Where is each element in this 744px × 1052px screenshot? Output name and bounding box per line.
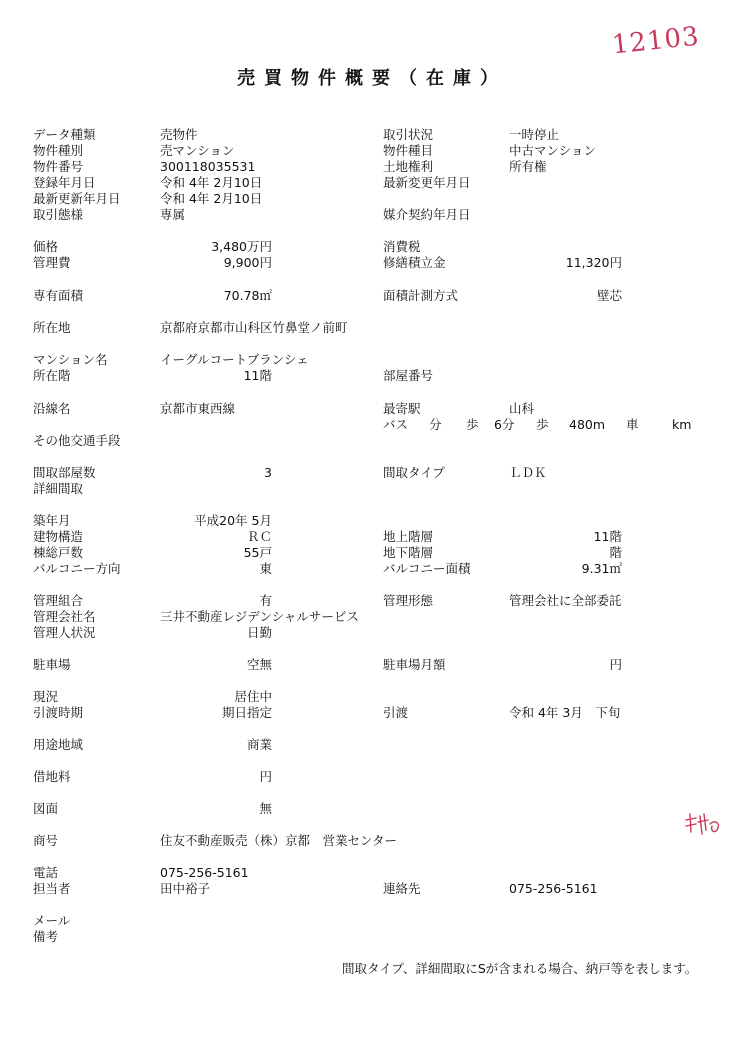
label-handover: 引渡 [383, 705, 409, 720]
value-phone: 075-256-5161 [160, 865, 249, 880]
label-email: メール [33, 913, 71, 928]
value-property-item: 中古マンション [509, 143, 596, 158]
value-transaction-mode: 専属 [160, 207, 186, 222]
value-management-union: 有 [259, 593, 272, 608]
label-transaction-status: 取引状況 [383, 127, 434, 142]
label-parking-monthly: 駐車場月額 [383, 657, 446, 672]
label-nearest-station: 最寄駅 [383, 401, 421, 416]
label-contact: 連絡先 [383, 881, 421, 896]
value-transaction-status: 一時停止 [509, 127, 560, 142]
label-trade-name: 商号 [33, 833, 59, 848]
value-land-lease-fee: 円 [259, 769, 272, 784]
value-manager-status: 日勤 [246, 625, 272, 640]
label-manager-status: 管理人状況 [33, 625, 96, 640]
value-drawings: 無 [259, 801, 272, 816]
label-mansion-name: マンション名 [33, 352, 108, 367]
value-line-name: 京都市東西線 [160, 401, 236, 416]
value-current-status: 居住中 [234, 689, 272, 704]
document-title: 売買物件概要（在庫） [237, 68, 507, 89]
bus-label: バス [383, 417, 409, 432]
value-structure: ＲＣ [246, 529, 272, 544]
label-total-units: 棟総戸数 [33, 545, 84, 560]
value-parking: 空無 [246, 657, 272, 672]
label-management-company: 管理会社名 [33, 609, 96, 624]
bus-walk-min: 6分 [494, 417, 515, 432]
value-mansion-name: イーグルコートブランシェ [160, 352, 309, 367]
value-person-in-charge: 田中裕子 [160, 881, 211, 896]
label-current-status: 現況 [33, 689, 59, 704]
label-property-item: 物件種目 [383, 143, 434, 158]
value-area-method: 壁芯 [596, 288, 622, 303]
label-other-transport: その他交通手段 [33, 433, 121, 448]
label-management-form: 管理形態 [383, 593, 434, 608]
bus-car-unit: km [672, 417, 692, 432]
label-repair-reserve: 修繕積立金 [383, 255, 446, 270]
label-floors-above: 地上階層 [383, 529, 434, 544]
value-balcony-area: 9.31㎡ [581, 561, 622, 576]
value-handover-timing: 期日指定 [221, 705, 272, 720]
label-data-type: データ種類 [33, 127, 96, 142]
label-property-category: 物件種別 [33, 143, 84, 158]
value-management-company: 三井不動産レジデンシャルサービス [160, 609, 359, 624]
value-property-number: 300118035531 [160, 159, 256, 174]
label-management-fee: 管理費 [33, 255, 71, 270]
value-handover: 令和 4年 3月 下旬 [509, 705, 621, 720]
value-floor: 11階 [243, 368, 272, 383]
bus-walk-distance: 480m [569, 417, 606, 432]
value-location: 京都府京都市山科区竹鼻堂ノ前町 [160, 320, 348, 335]
label-latest-update-date: 最新更新年月日 [33, 191, 121, 206]
value-registration-date: 令和 4年 2月10日 [160, 175, 263, 190]
label-brokerage-contract-date: 媒介契約年月日 [383, 207, 471, 222]
value-management-form: 管理会社に全部委託 [509, 593, 622, 608]
bus-min-unit: 分 [429, 417, 442, 432]
value-total-units: 55戸 [243, 545, 272, 560]
label-price: 価格 [33, 239, 59, 254]
value-latest-update-date: 令和 4年 2月10日 [160, 191, 263, 206]
label-structure: 建物構造 [33, 529, 84, 544]
label-area-method: 面積計測方式 [383, 288, 459, 303]
bus-walk2-label: 歩 [536, 417, 549, 432]
label-room-count: 間取部屋数 [33, 465, 96, 480]
value-floors-above: 11階 [593, 529, 622, 544]
value-zoning: 商業 [246, 737, 272, 752]
label-zoning: 用途地域 [33, 737, 84, 752]
label-transaction-mode: 取引態様 [33, 207, 84, 222]
value-floors-below: 階 [609, 545, 622, 560]
label-room-number: 部屋番号 [383, 368, 434, 383]
label-property-number: 物件番号 [33, 159, 84, 174]
value-parking-monthly: 円 [609, 657, 622, 672]
value-trade-name: 住友不動産販売（株）京都 営業センター [160, 833, 398, 848]
bus-walk-label: 歩 [466, 417, 479, 432]
value-data-type: 売物件 [160, 127, 198, 142]
label-latest-change-date: 最新変更年月日 [383, 175, 471, 190]
label-exclusive-area: 専有面積 [33, 288, 84, 303]
label-management-union: 管理組合 [33, 593, 84, 608]
value-repair-reserve: 11,320円 [565, 255, 622, 270]
label-line-name: 沿線名 [33, 401, 71, 416]
value-price: 3,480万円 [211, 239, 272, 254]
label-built-date: 築年月 [33, 513, 71, 528]
value-exclusive-area: 70.78㎡ [223, 288, 272, 303]
label-drawings: 図面 [33, 801, 59, 816]
value-built-date: 平成20年 5月 [194, 513, 272, 528]
label-location: 所在地 [33, 320, 71, 335]
value-land-rights: 所有権 [509, 159, 547, 174]
label-floor: 所在階 [33, 368, 71, 383]
bus-car-label: 車 [626, 417, 639, 432]
label-balcony-area: バルコニー面積 [383, 561, 471, 576]
handwritten-number: 12103 [610, 21, 702, 61]
label-phone: 電話 [33, 865, 59, 880]
value-room-count: 3 [264, 465, 272, 480]
footnote: 間取タイプ、詳細間取にSが含まれる場合、納戸等を表します。 [342, 961, 698, 976]
value-nearest-station: 山科 [509, 401, 535, 416]
label-balcony-direction: バルコニー方向 [33, 561, 121, 576]
value-contact: 075-256-5161 [509, 881, 598, 896]
label-remarks: 備考 [33, 929, 59, 944]
label-parking: 駐車場 [33, 657, 71, 672]
value-property-category: 売マンション [160, 143, 235, 158]
label-consumption-tax: 消費税 [383, 239, 421, 254]
label-land-rights: 土地権利 [383, 159, 434, 174]
label-land-lease-fee: 借地料 [33, 769, 71, 784]
label-floors-below: 地下階層 [383, 545, 434, 560]
value-balcony-direction: 東 [259, 561, 272, 576]
label-layout-type: 間取タイプ [383, 465, 445, 480]
value-management-fee: 9,900円 [223, 255, 272, 270]
label-handover-timing: 引渡時期 [33, 705, 84, 720]
label-layout-detail: 詳細間取 [33, 481, 84, 496]
label-person-in-charge: 担当者 [33, 881, 71, 896]
label-registration-date: 登録年月日 [33, 175, 96, 190]
value-layout-type: ＬＤＫ [509, 465, 547, 480]
handwritten-mark-stamp [682, 810, 726, 838]
